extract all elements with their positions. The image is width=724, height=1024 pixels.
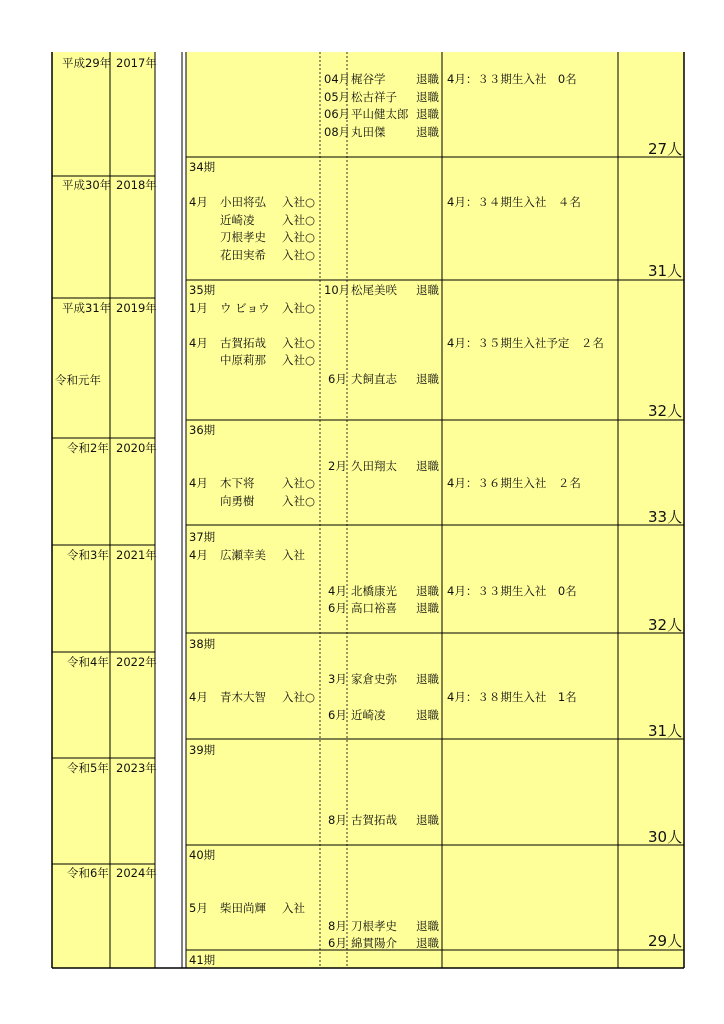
leave-month: 6月 <box>328 708 347 722</box>
join-name: 中原莉那 <box>220 353 266 367</box>
leave-name: 綿貫陽介 <box>351 936 397 950</box>
staff-count: 27人 <box>648 140 683 158</box>
note-text: 4月：３６期生入社 ２名 <box>447 476 581 490</box>
leave-name: 犬飼直志 <box>351 372 397 386</box>
leave-name: 北橋康光 <box>351 584 397 598</box>
join-status: 入社○ <box>282 353 316 367</box>
leave-month: 4月 <box>328 584 347 598</box>
join-month: 1月 <box>189 301 208 315</box>
leave-status: 退職 <box>416 813 439 827</box>
term-label: 38期 <box>189 637 216 651</box>
term-label: 39期 <box>189 743 216 757</box>
staff-count: 32人 <box>648 402 683 420</box>
join-month: 4月 <box>189 336 208 350</box>
term-label: 34期 <box>189 160 216 174</box>
era-label: 令和4年 <box>67 655 109 669</box>
leave-month: 6月 <box>328 372 347 386</box>
era-label: 令和6年 <box>67 866 109 880</box>
term-label: 35期 <box>189 283 216 297</box>
leave-month: 08月 <box>324 125 351 139</box>
leave-month: 05月 <box>324 90 351 104</box>
leave-status: 退職 <box>416 936 439 950</box>
join-month: 5月 <box>189 901 208 915</box>
leave-month: 2月 <box>328 459 347 473</box>
leave-month: 3月 <box>328 672 347 686</box>
join-name: 木下将 <box>220 476 255 490</box>
join-month: 4月 <box>189 548 208 562</box>
leave-name: 梶谷学 <box>351 72 386 86</box>
join-month: 4月 <box>189 690 208 704</box>
leave-name: 家倉史弥 <box>351 672 397 686</box>
era-label: 令和2年 <box>67 441 109 455</box>
note-text: 4月：３３期生入社 0名 <box>447 72 577 86</box>
leave-name: 松尾美咲 <box>351 283 397 297</box>
join-month: 4月 <box>189 476 208 490</box>
staff-count: 31人 <box>648 722 683 740</box>
leave-status: 退職 <box>416 107 439 121</box>
note-text: 4月：３４期生入社 ４名 <box>447 195 581 209</box>
staff-count: 33人 <box>648 508 683 526</box>
year-label: 2019年 <box>116 301 157 315</box>
leave-status: 退職 <box>416 919 439 933</box>
join-status: 入社 <box>282 548 305 562</box>
leave-status: 退職 <box>416 72 439 86</box>
leave-name: 松古祥子 <box>351 90 397 104</box>
join-status: 入社 <box>282 901 305 915</box>
leave-month: 8月 <box>328 813 347 827</box>
leave-month: 6月 <box>328 936 347 950</box>
join-status: 入社○ <box>282 690 316 704</box>
join-month: 4月 <box>189 195 208 209</box>
leave-status: 退職 <box>416 372 439 386</box>
join-name: 古賀拓哉 <box>220 336 266 350</box>
leave-month: 6月 <box>328 601 347 615</box>
leave-status: 退職 <box>416 283 439 297</box>
era-label: 平成31年 <box>62 301 112 315</box>
term-label: 36期 <box>189 423 216 437</box>
year-label: 2022年 <box>116 655 157 669</box>
note-text: 4月：３３期生入社 0名 <box>447 584 577 598</box>
leave-status: 退職 <box>416 584 439 598</box>
leave-name: 高口裕喜 <box>351 601 397 615</box>
year-label: 2021年 <box>116 548 157 562</box>
term-label: 40期 <box>189 848 216 862</box>
join-status: 入社○ <box>282 476 316 490</box>
join-name: 広瀬幸美 <box>220 548 266 562</box>
year-label: 2018年 <box>116 178 157 192</box>
join-name: 刀根孝史 <box>220 230 266 244</box>
era-label: 平成29年 <box>62 56 112 70</box>
year-label: 2024年 <box>116 866 157 880</box>
era-label-alt: 令和元年 <box>55 373 101 387</box>
leave-status: 退職 <box>416 459 439 473</box>
leave-status: 退職 <box>416 90 439 104</box>
era-label: 令和3年 <box>67 548 109 562</box>
leave-name: 古賀拓哉 <box>351 813 397 827</box>
staff-count: 29人 <box>648 932 683 950</box>
leave-status: 退職 <box>416 601 439 615</box>
join-name: 小田将弘 <box>220 195 266 209</box>
leave-name: 平山健太郎 <box>351 107 409 121</box>
join-name: 近崎凌 <box>220 213 255 227</box>
right-columns-fill <box>186 52 684 968</box>
leave-month: 10月 <box>324 283 351 297</box>
leave-status: 退職 <box>416 708 439 722</box>
join-name: 向勇樹 <box>220 494 255 508</box>
year-label: 2020年 <box>116 441 157 455</box>
join-name: 花田実希 <box>220 248 266 262</box>
join-status: 入社○ <box>282 195 316 209</box>
leave-name: 刀根孝史 <box>351 919 397 933</box>
era-label: 平成30年 <box>62 178 112 192</box>
leave-month: 04月 <box>324 72 351 86</box>
leave-name: 久田翔太 <box>351 459 397 473</box>
join-status: 入社○ <box>282 336 316 350</box>
leave-name: 近崎凌 <box>351 708 386 722</box>
leave-status: 退職 <box>416 125 439 139</box>
year-label: 2017年 <box>116 56 157 70</box>
join-status: 入社○ <box>282 494 316 508</box>
join-name: 柴田尚輝 <box>220 901 266 915</box>
staff-count: 30人 <box>648 828 683 846</box>
join-status: 入社○ <box>282 230 316 244</box>
leave-name: 丸田傑 <box>351 125 386 139</box>
leave-month: 8月 <box>328 919 347 933</box>
leave-month: 06月 <box>324 107 351 121</box>
leave-status: 退職 <box>416 672 439 686</box>
era-label: 令和5年 <box>67 761 109 775</box>
join-status: 入社○ <box>282 301 316 315</box>
year-label: 2023年 <box>116 761 157 775</box>
note-text: 4月：３５期生入社予定 ２名 <box>447 336 604 350</box>
join-name: ウ ビョウ <box>220 301 270 315</box>
term-label: 37期 <box>189 530 216 544</box>
footer-term-label: 41期 <box>189 953 216 967</box>
join-name: 青木大智 <box>220 690 266 704</box>
join-status: 入社○ <box>282 213 316 227</box>
staff-count: 32人 <box>648 616 683 634</box>
staff-count: 31人 <box>648 262 683 280</box>
join-status: 入社○ <box>282 248 316 262</box>
note-text: 4月：３８期生入社 1名 <box>447 690 577 704</box>
